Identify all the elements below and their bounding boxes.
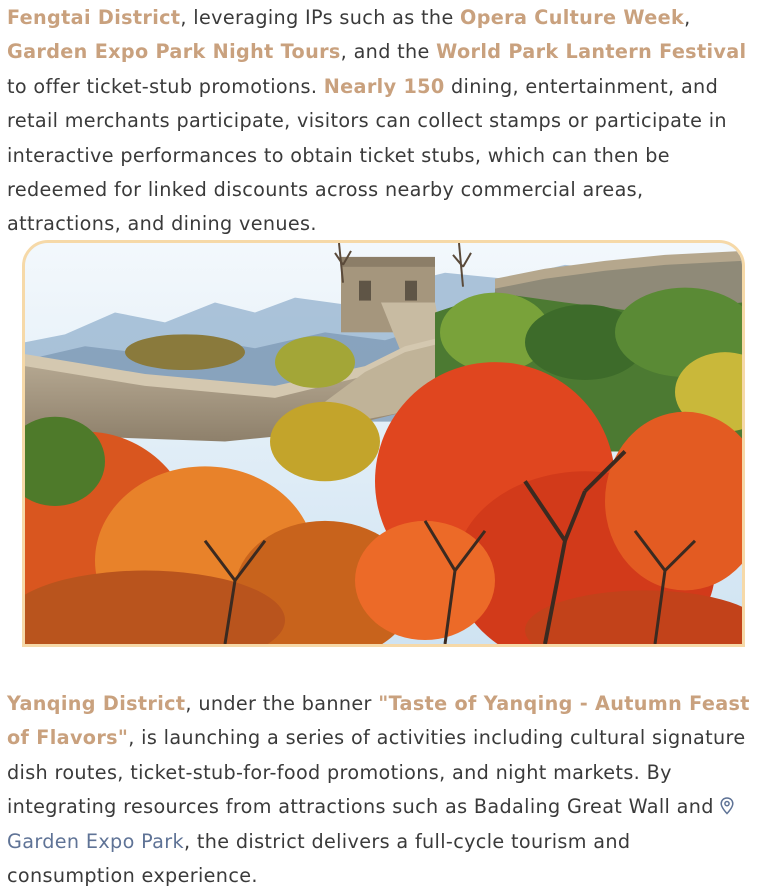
paragraph-yanqing bbox=[7, 687, 763, 893]
text-segment: dining, entertainment, and retail merchants participate, visitors can collect stamps or participate in interactive performances to obtain ticket stubs, which can then be redeemed for linked discounts across nearby commercial areas, attractions, and dining venues. bbox=[7, 74, 727, 236]
paragraph-fengtai bbox=[7, 1, 763, 242]
text-segment: , is launching a series of activities including cultural signature dish routes, ticket-stub-for-food promotions, and night markets. By integrating resources from attractions such as Badaling Great Wall and bbox=[7, 726, 746, 819]
district-name-yanqing: Yanqing District bbox=[7, 692, 186, 715]
text-segment: , leveraging IPs such as the bbox=[180, 6, 461, 29]
merchant-count: Nearly 150 bbox=[323, 74, 445, 98]
location-pin-icon bbox=[720, 797, 734, 815]
garden-expo-park-link-text: Garden Expo Park bbox=[7, 829, 184, 853]
great-wall-autumn-photo bbox=[22, 240, 745, 647]
text-segment: , the district delivers a full-cycle tourism and consumption experience. bbox=[7, 829, 631, 888]
ip-opera-culture-week: Opera Culture Week bbox=[460, 6, 685, 29]
district-name-fengtai: Fengtai District bbox=[7, 6, 181, 29]
text-segment: , and the bbox=[340, 40, 437, 64]
photo-illustration bbox=[25, 243, 742, 644]
text-segment: , under the banner bbox=[185, 692, 379, 715]
banner-title: "Taste of Yanqing - Autumn Feast of Flavors" bbox=[7, 692, 750, 750]
text-segment: , bbox=[684, 6, 691, 29]
ip-garden-expo-night-tours: Garden Expo Park Night Tours bbox=[7, 40, 341, 64]
text-segment: to offer ticket-stub promotions. bbox=[7, 74, 324, 98]
ip-world-park-lantern-festival: World Park Lantern Festival bbox=[436, 40, 747, 64]
